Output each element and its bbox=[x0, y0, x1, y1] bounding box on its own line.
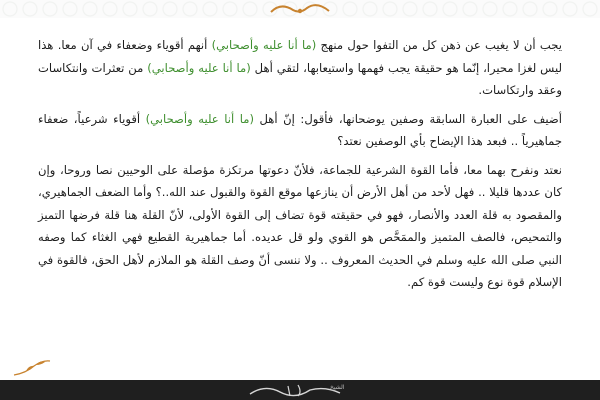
leaf-ornament-icon bbox=[12, 358, 52, 378]
highlighted-quote: (ما أنا عليه وأصحابي) bbox=[145, 111, 254, 126]
header-ornament-icon bbox=[265, 0, 335, 18]
paragraph bbox=[38, 108, 562, 153]
highlighted-quote: (ما أنا عليه وأصحابي) bbox=[211, 38, 317, 52]
paragraph-text: أقوياء شرعياً، ضعفاء جماهيرياً .. فبعد هذا الإيضاح بأي الوصفين نعتد؟ bbox=[38, 111, 562, 148]
article-body bbox=[38, 34, 562, 300]
highlighted-quote: (ما أنا عليه وأصحابي) bbox=[147, 60, 251, 75]
paragraph bbox=[38, 159, 562, 294]
paragraph-text: من تعثرات وانتكاسات وعقد وارتكاسات. bbox=[38, 60, 562, 97]
paragraph-text: يجب أن لا يغيب عن ذهن كل من التفوا حول منهج bbox=[316, 38, 562, 52]
paragraph bbox=[38, 34, 562, 102]
paragraph-text: أضيف على العبارة السابقة وصفين يوضحانها، فأقول: إنّ أهل bbox=[254, 111, 562, 126]
paragraph-text: نعتد ونفرح بهما معا، فأما القوة الشرعية للجماعة، فلأنّ دعوتها مرتكزة مؤصلة على الوحيين نصا وروحا، وإن كان عددها قليلا .. فهل لأحد من أهل الأرض أن ينازعها موقع القوة والقبول عند الله..؟ وأما الضعف الجماهيري، والمقصود به قلة العدد والأنصار، فهو في حقيقته قوة تضاف إلى القوة الأولى، لأنّ القلة هنا قلة فرضها التميز والتمحيص، فالصف المتميز والممَحَّص هو القوي ولو قل عديده. أما جماهيرية القطيع فهي الغثاء كما وصفه النبي صلى الله عليه وسلم في الحديث المعروف .. ولا ننسى أنّ وصف القلة هو الملازم لأهل الحق، فالقوة في الإسلام قوة نوع وليست قوة كم. bbox=[38, 162, 562, 289]
paragraph-text: أنهم أقوياء وضعفاء في آن معا. هذا ليس لغزا محيرا، إنّما هو حقيقة يجب فهمها واستيعابها، لتقي أهل bbox=[38, 38, 562, 75]
signature-label: الشيخ bbox=[330, 384, 345, 391]
footer-bar bbox=[0, 380, 600, 400]
